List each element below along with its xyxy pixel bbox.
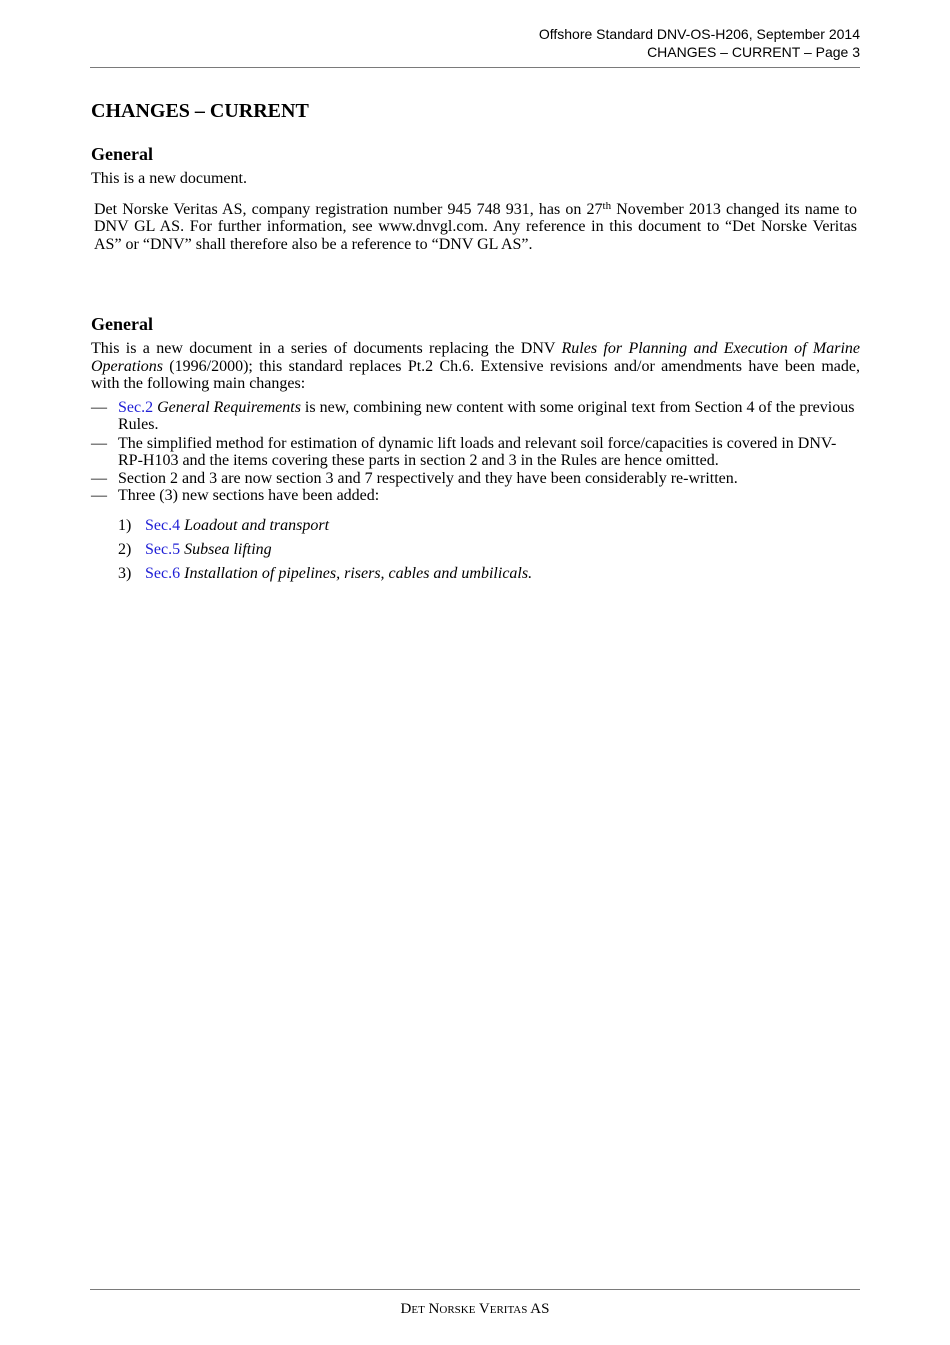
intro-paragraph: This is a new document. xyxy=(91,170,247,187)
new-sections-list xyxy=(91,514,860,586)
notice-text-start: Det Norske Veritas AS, company registration number 945 748 931, has on 27 xyxy=(94,200,603,218)
sec5-link[interactable]: Sec.5 xyxy=(145,540,181,558)
dash-bullet: — xyxy=(91,487,107,504)
list-item-text: is new, combining new content with some original text from Section 4 of the previous Rules. xyxy=(118,398,855,433)
list-item-text: The simplified method for estimation of dynamic lift loads and relevant soil force/capacities is covered in DNV-RP-H103 and the items covering these parts in section 2 and 3 in the Rules are hence omitted. xyxy=(118,434,837,469)
sec5-title: Subsea lifting xyxy=(180,540,272,558)
header-page-line: CHANGES – CURRENT – Page 3 xyxy=(647,44,860,60)
rules-title: Rules for Planning and Execution of Marine Operations xyxy=(91,340,860,375)
notice-text-end: November 2013 changed its name to DNV GL AS. For further information, see www.dnvgl.com. Any reference in this document to “Det Norske Veritas AS” or “DNV” shall therefore also be a reference to “DNV GL AS”. xyxy=(94,200,858,253)
section-heading-general-2: General xyxy=(91,314,153,334)
list-item xyxy=(91,399,860,434)
numbered-item xyxy=(118,514,860,538)
page-header xyxy=(90,25,860,61)
header-divider xyxy=(90,67,860,68)
changes-intro-end: (1996/2000); this standard replaces Pt.2 Ch.6. Extensive revisions and/or amendments have been made, with the following main changes: xyxy=(91,357,860,392)
sec2-link[interactable]: Sec.2 xyxy=(118,398,154,416)
header-standard-line: Offshore Standard DNV-OS-H206, September 2014 xyxy=(538,26,860,42)
item-number: 2) xyxy=(118,540,132,558)
notice-superscript: th xyxy=(602,199,612,212)
dash-bullet: — xyxy=(91,469,107,487)
company-notice xyxy=(91,201,860,254)
section-heading-general-1: General xyxy=(91,144,153,164)
list-item xyxy=(91,435,860,470)
changes-list xyxy=(91,399,860,505)
footer-company-name: Det Norske Veritas AS xyxy=(400,1301,550,1317)
numbered-item xyxy=(118,562,860,586)
document-body xyxy=(91,99,860,586)
numbered-item xyxy=(118,538,860,562)
changes-intro-paragraph xyxy=(91,340,860,393)
list-item-text: Three (3) new sections have been added: xyxy=(118,487,380,504)
sec4-title: Loadout and transport xyxy=(180,516,330,534)
list-item xyxy=(91,487,860,505)
page-title: CHANGES – CURRENT xyxy=(91,100,309,122)
dash-bullet: — xyxy=(91,434,107,452)
sec2-title: General Requirements xyxy=(153,398,301,416)
list-item-text: Section 2 and 3 are now section 3 and 7 respectively and they have been considerably re-written. xyxy=(118,469,738,487)
list-item xyxy=(91,470,860,488)
footer-divider xyxy=(90,1289,860,1290)
sec4-link[interactable]: Sec.4 xyxy=(145,516,181,534)
sec6-title: Installation of pipelines, risers, cables and umbilicals. xyxy=(180,564,533,582)
dash-bullet: — xyxy=(91,398,107,416)
sec6-link[interactable]: Sec.6 xyxy=(145,564,181,582)
item-number: 1) xyxy=(118,516,132,534)
item-number: 3) xyxy=(118,564,132,582)
changes-intro-start: This is a new document in a series of documents replacing the DNV xyxy=(91,340,562,357)
